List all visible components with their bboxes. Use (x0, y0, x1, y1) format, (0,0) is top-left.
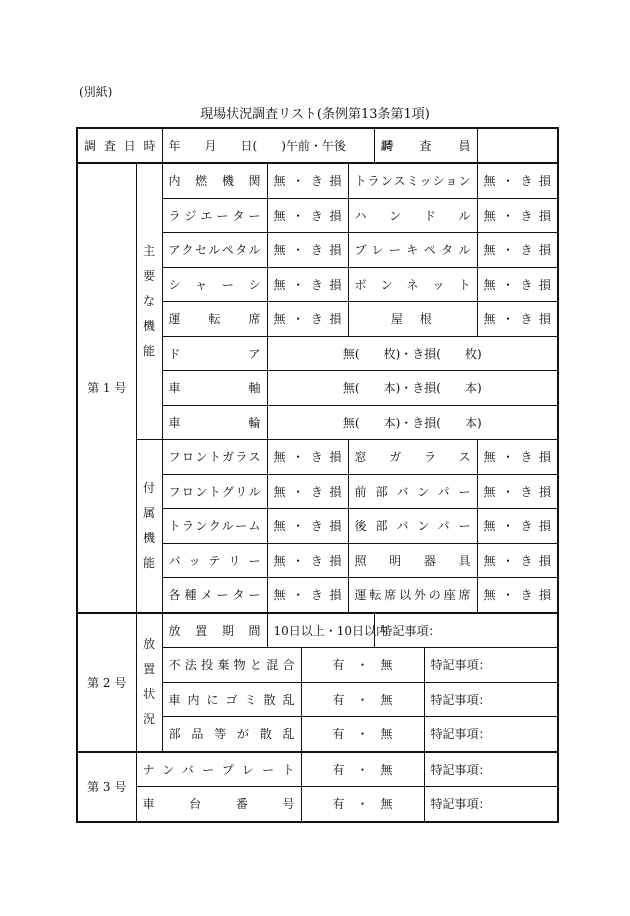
item-label: 不法投棄物と混合 (162, 648, 301, 683)
group-char: 能 (143, 555, 156, 570)
item-label: 運転席以外の座席 (348, 578, 477, 613)
item-label: 運転席 (162, 302, 267, 337)
item-evaluation[interactable]: 無・き損 (267, 163, 348, 198)
item-count[interactable]: 無( 枚)・き損( 枚) (267, 336, 558, 371)
header-row (77, 128, 558, 163)
item-label: フロントガラス (162, 440, 267, 475)
table-row (77, 440, 558, 475)
item-evaluation[interactable]: 無・き損 (477, 233, 558, 268)
table-row (77, 787, 558, 822)
item-evaluation[interactable]: 無・き損 (267, 302, 348, 337)
item-label: 放置期間 (162, 613, 267, 648)
period-value[interactable]: 10日以上・10日以内 (267, 613, 374, 648)
item-label: ドア (162, 336, 267, 371)
item-evaluation[interactable]: 無・き損 (267, 509, 348, 544)
item-label: バッテリー (162, 543, 267, 578)
survey-table (76, 127, 559, 823)
item-value[interactable]: 有 ・ 無 (301, 648, 424, 683)
item-label: 内燃機関 (162, 163, 267, 198)
item-evaluation[interactable]: 無・き損 (477, 474, 558, 509)
document-title: 現場状況調査リスト(条例第13条第1項) (200, 107, 430, 122)
item-label: 屋 根 (348, 302, 477, 337)
group-char: 状 (143, 687, 156, 701)
section2-label: 第 2 号 (77, 613, 136, 752)
attachment-label: (別紙) (79, 85, 113, 99)
abandonment-status-label (136, 613, 162, 752)
item-label: 各種メーター (162, 578, 267, 613)
investigator-label: 調 査 員 (374, 128, 477, 163)
item-value[interactable]: 有 ・ 無 (301, 717, 424, 752)
group-char: 能 (143, 344, 156, 358)
group-char: 置 (143, 662, 156, 676)
item-count[interactable]: 無( 本)・き損( 本) (267, 405, 558, 440)
item-label: 車内にゴミ散乱 (162, 682, 301, 717)
survey-date-label: 調 査 日 時 (77, 128, 162, 163)
item-label: アクセルペタル (162, 233, 267, 268)
item-label: 後部バンパー (348, 509, 477, 544)
item-label: 前部バンパー (348, 474, 477, 509)
item-evaluation[interactable]: 無・き損 (477, 198, 558, 233)
notes-field[interactable]: 特記事項： (424, 787, 558, 822)
item-label: ハンドル (348, 198, 477, 233)
group-char: 機 (143, 319, 156, 333)
item-evaluation[interactable]: 無・き損 (477, 578, 558, 613)
item-evaluation[interactable]: 無・き損 (477, 440, 558, 475)
survey-date-field[interactable]: 年 月 日( )午前・午後 時 (162, 128, 374, 163)
item-label: ブレーキペタル (348, 233, 477, 268)
group-char: な (143, 294, 156, 308)
section1-label: 第 1 号 (77, 163, 136, 613)
table-row (77, 613, 558, 648)
group-char: 要 (143, 269, 156, 283)
item-evaluation[interactable]: 無・き損 (477, 509, 558, 544)
item-evaluation[interactable]: 無・き損 (267, 440, 348, 475)
item-label: 部品等が散乱 (162, 717, 301, 752)
item-evaluation[interactable]: 無・き損 (267, 543, 348, 578)
item-evaluation[interactable]: 無・き損 (477, 302, 558, 337)
notes-field[interactable]: 特記事項： (424, 717, 558, 752)
item-count[interactable]: 無( 本)・き損( 本) (267, 371, 558, 406)
item-label: フロントグリル (162, 474, 267, 509)
group-char: 況 (143, 712, 156, 726)
item-label: 窓ガラス (348, 440, 477, 475)
group-char: 機 (143, 530, 156, 545)
item-label: トランスミッション (348, 163, 477, 198)
item-label: 車軸 (162, 371, 267, 406)
notes-field[interactable]: 特記事項： (424, 648, 558, 683)
aux-functions-label (136, 440, 162, 613)
item-label: ラジエーター (162, 198, 267, 233)
item-value[interactable]: 有 ・ 無 (301, 787, 424, 822)
item-evaluation[interactable]: 無・き損 (267, 198, 348, 233)
notes-field[interactable]: 特記事項： (374, 613, 558, 648)
item-label: トランクルーム (162, 509, 267, 544)
item-evaluation[interactable]: 無・き損 (267, 474, 348, 509)
item-label: 車台番号 (136, 787, 301, 822)
item-label: ボンネット (348, 267, 477, 302)
group-char: 属 (143, 505, 156, 520)
item-value[interactable]: 有 ・ 無 (301, 682, 424, 717)
section3-label: 第 3 号 (77, 752, 136, 822)
main-functions-label (136, 163, 162, 440)
investigator-field[interactable] (477, 128, 558, 163)
group-char: 付 (143, 480, 156, 495)
item-value[interactable]: 有 ・ 無 (301, 752, 424, 787)
item-evaluation[interactable]: 無・き損 (267, 578, 348, 613)
item-label: 照明器具 (348, 543, 477, 578)
item-evaluation[interactable]: 無・き損 (267, 233, 348, 268)
item-evaluation[interactable]: 無・き損 (477, 163, 558, 198)
notes-field[interactable]: 特記事項： (424, 682, 558, 717)
notes-field[interactable]: 特記事項： (424, 752, 558, 787)
table-row (77, 752, 558, 787)
item-evaluation[interactable]: 無・き損 (477, 543, 558, 578)
item-evaluation[interactable]: 無・き損 (477, 267, 558, 302)
group-char: 主 (143, 244, 156, 258)
item-label: 車輪 (162, 405, 267, 440)
item-label: シャーシ (162, 267, 267, 302)
table-row (77, 163, 558, 198)
item-evaluation[interactable]: 無・き損 (267, 267, 348, 302)
item-label: ナンバープレート (136, 752, 301, 787)
group-char: 放 (143, 637, 156, 651)
